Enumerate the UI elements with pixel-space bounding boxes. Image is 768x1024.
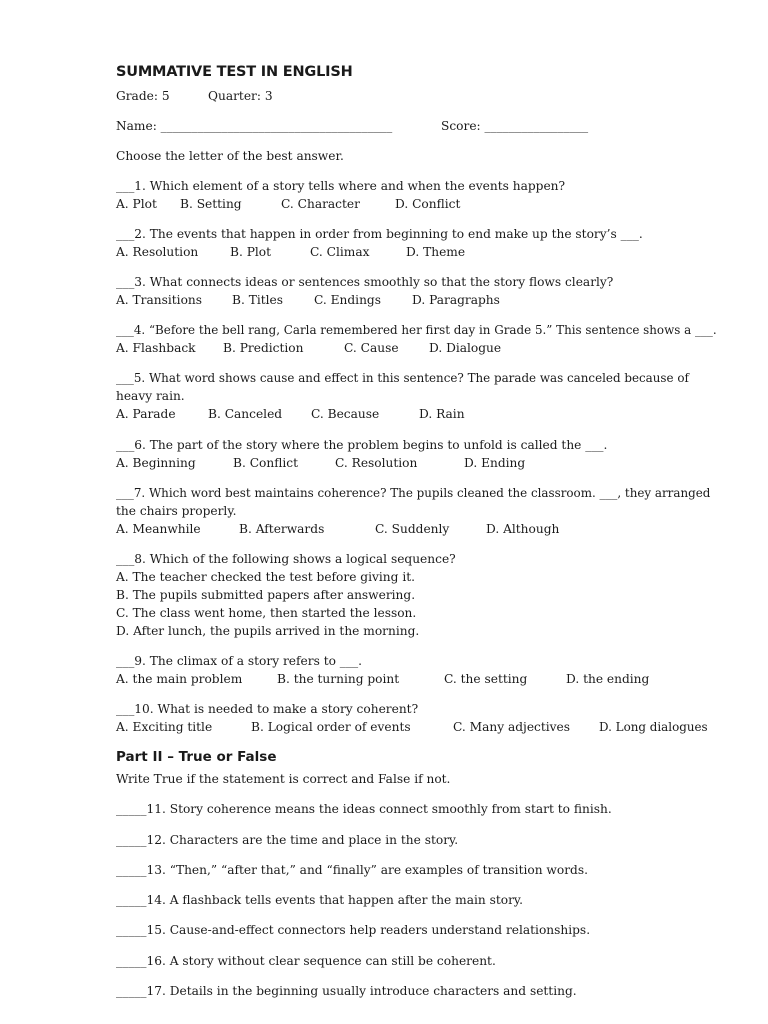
q9-option-c: C. the setting [444,672,528,686]
tf-item-15: _____15. Cause-and-effect connectors help readers understand relationships. [116,923,591,937]
tf-item-14: _____14. A flashback tells events that happen after the main story. [116,893,524,907]
tf-item-12: _____12. Characters are the time and place in the story. [116,833,459,847]
q3-option-a: A. Transitions [116,293,203,307]
question-8: ___8. Which of the following shows a logical sequence? [116,552,456,566]
q8-option-c: C. The class went home, then started the lesson. [116,606,417,620]
q3-option-c: C. Endings [314,293,381,307]
q6-option-a: A. Beginning [116,456,196,470]
name-field: Name: ______________________________________ [116,119,393,133]
q5-option-b: B. Canceled [208,407,283,421]
q8-option-a: A. The teacher checked the test before giving it. [116,570,415,584]
q1-option-d: D. Conflict [395,197,461,211]
q6-option-d: D. Ending [464,456,526,470]
question-5-cont: heavy rain. [116,389,185,403]
q7-option-b: B. Afterwards [239,522,325,536]
q7-option-d: D. Although [486,522,560,536]
part1-instruction: Choose the letter of the best answer. [116,149,344,163]
question-6: ___6. The part of the story where the problem begins to unfold is called the ___. [116,438,608,452]
question-7-cont: the chairs properly. [116,504,237,518]
tf-item-11: _____11. Story coherence means the ideas connect smoothly from start to finish. [116,802,612,816]
q4-option-c: C. Cause [344,341,399,355]
question-5: ___5. What word shows cause and effect in this sentence? The parade was canceled because of [116,371,689,385]
q1-option-a: A. Plot [116,197,157,211]
question-1: ___1. Which element of a story tells where and when the events happen? [116,179,566,193]
q4-option-d: D. Dialogue [429,341,502,355]
tf-item-17: _____17. Details in the beginning usually introduce characters and setting. [116,984,577,998]
grade-label: Grade: 5 [116,89,170,103]
q2-option-a: A. Resolution [116,245,199,259]
q2-option-d: D. Theme [406,245,466,259]
page-title: SUMMATIVE TEST IN ENGLISH [116,64,353,80]
q2-option-c: C. Climax [310,245,370,259]
q9-option-b: B. the turning point [277,672,400,686]
q6-option-c: C. Resolution [335,456,418,470]
q1-option-b: B. Setting [180,197,242,211]
quarter-label: Quarter: 3 [208,89,273,103]
question-7: ___7. Which word best maintains coherence? The pupils cleaned the classroom. ___, they arranged [116,486,711,500]
q5-option-c: C. Because [311,407,380,421]
q10-option-b: B. Logical order of events [251,720,411,734]
part2-title: Part II – True or False [116,749,277,765]
question-10: ___10. What is needed to make a story coherent? [116,702,419,716]
q4-option-b: B. Prediction [223,341,304,355]
score-field: Score: _________________ [441,119,589,133]
q2-option-b: B. Plot [230,245,272,259]
q10-option-a: A. Exciting title [116,720,213,734]
question-4: ___4. “Before the bell rang, Carla remembered her first day in Grade 5.” This sentence shows a ___. [116,323,717,337]
q9-option-a: A. the main problem [116,672,243,686]
question-9: ___9. The climax of a story refers to ___. [116,654,362,668]
q3-option-b: B. Titles [232,293,283,307]
question-3: ___3. What connects ideas or sentences smoothly so that the story flows clearly? [116,275,614,289]
q7-option-c: C. Suddenly [375,522,450,536]
q3-option-d: D. Paragraphs [412,293,500,307]
q5-option-a: A. Parade [116,407,176,421]
part2-instruction: Write True if the statement is correct and False if not. [116,772,451,786]
q10-option-d: D. Long dialogues [599,720,708,734]
question-2: ___2. The events that happen in order from beginning to end make up the story’s ___. [116,227,643,241]
q5-option-d: D. Rain [419,407,465,421]
q8-option-b: B. The pupils submitted papers after answering. [116,588,416,602]
q4-option-a: A. Flashback [116,341,196,355]
q8-option-d: D. After lunch, the pupils arrived in the morning. [116,624,420,638]
q7-option-a: A. Meanwhile [116,522,201,536]
tf-item-13: _____13. “Then,” “after that,” and “finally” are examples of transition words. [116,863,588,877]
q1-option-c: C. Character [281,197,360,211]
q10-option-c: C. Many adjectives [453,720,571,734]
q6-option-b: B. Conflict [233,456,298,470]
q9-option-d: D. the ending [566,672,650,686]
tf-item-16: _____16. A story without clear sequence can still be coherent. [116,954,496,968]
